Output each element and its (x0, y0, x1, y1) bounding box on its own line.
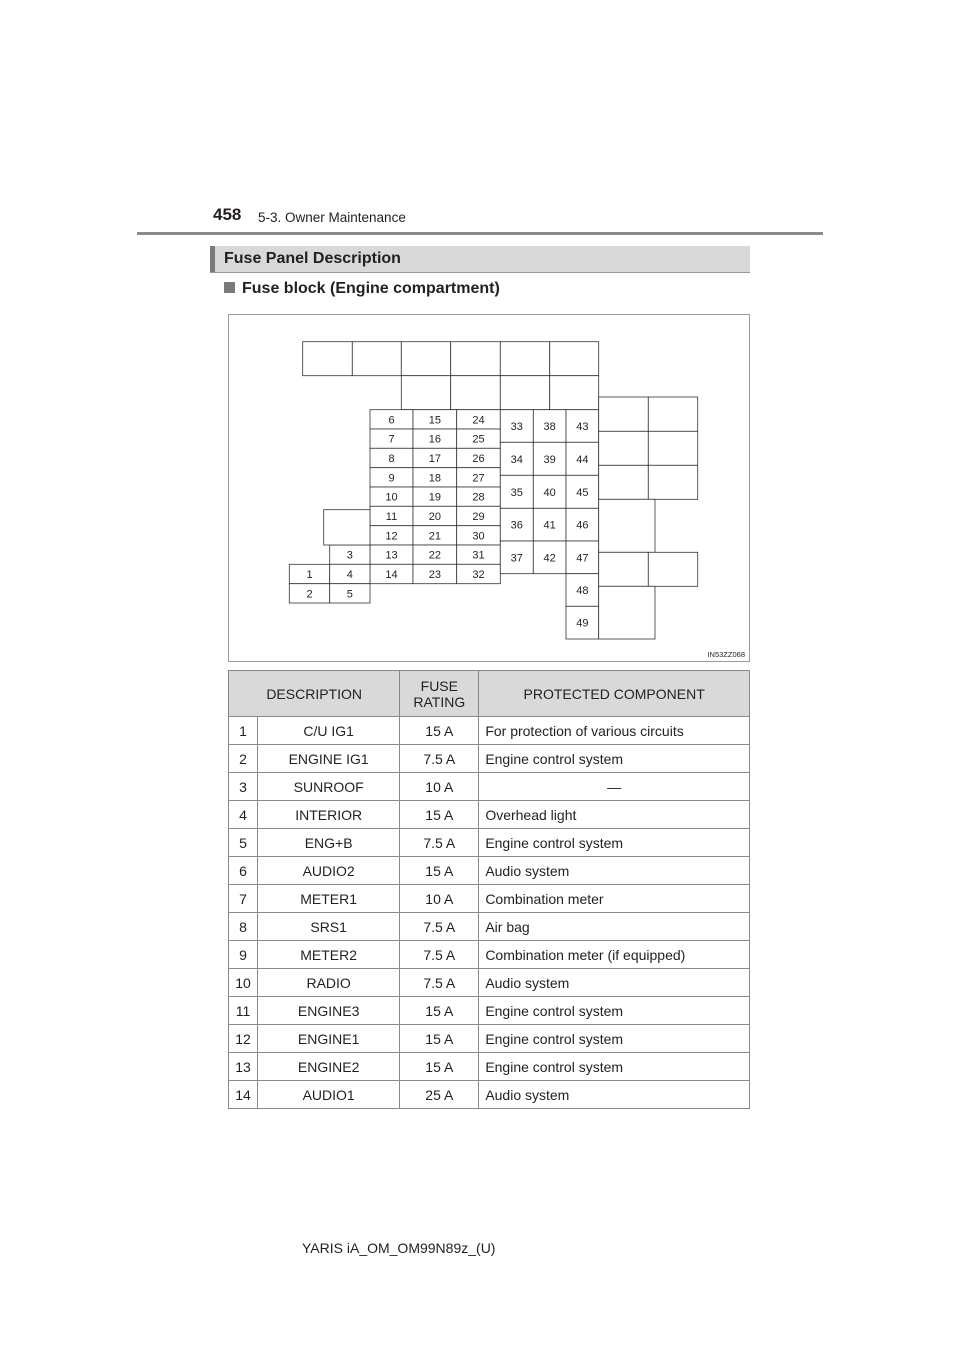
fuse-slot-number: 25 (472, 433, 485, 446)
fuse-number: 4 (229, 801, 258, 829)
fuse-slot-number: 41 (543, 519, 556, 532)
empty-slot (648, 552, 697, 586)
fuse-number: 5 (229, 829, 258, 857)
empty-slot (401, 376, 450, 410)
fuse-slot-number: 9 (388, 472, 395, 485)
fuse-slot (413, 506, 457, 525)
fuse-slot-number: 46 (576, 519, 589, 532)
table-row (229, 829, 750, 857)
section-header: 5-3. Owner Maintenance (258, 210, 406, 225)
section-title: Fuse Panel Description (224, 250, 401, 267)
fuse-slot-number: 34 (510, 453, 523, 466)
fuse-slot-number: 45 (576, 486, 589, 499)
fuse-slot (413, 564, 457, 583)
fuse-name: SRS1 (258, 913, 400, 941)
fuse-slot-number: 12 (385, 530, 398, 543)
fuse-slot-number: 5 (346, 588, 353, 601)
fuse-rating: 7.5 A (400, 913, 479, 941)
protected-component: Engine control system (479, 1025, 750, 1053)
page-number: 458 (213, 205, 242, 224)
fuse-slot (289, 584, 329, 603)
fuse-slot (533, 541, 566, 574)
fuse-slot-number: 1 (306, 569, 313, 581)
fuse-layout-svg (229, 315, 749, 661)
fuse-number: 7 (229, 885, 258, 913)
slot-outline (599, 431, 649, 465)
fuse-slot-number: 10 (385, 491, 398, 504)
fuse-slot (370, 564, 413, 583)
fuse-slot (370, 487, 413, 506)
fuse-slot (566, 410, 599, 443)
fuse-slot (330, 545, 370, 564)
fuse-slot-number: 36 (510, 519, 523, 532)
title-bar-marker (210, 246, 215, 272)
fuse-slot-number: 48 (576, 585, 589, 597)
fuse-rating: 7.5 A (400, 829, 479, 857)
fuse-slot (566, 606, 599, 639)
empty-slot (324, 510, 370, 545)
empty-slot (500, 342, 549, 376)
fuse-name: AUDIO2 (258, 857, 400, 885)
slot-outline (648, 397, 697, 431)
fuse-slot-number: 35 (510, 486, 523, 499)
fuse-slot (457, 429, 501, 448)
fuse-slot-number: 14 (385, 569, 398, 581)
square-bullet-icon (224, 282, 235, 293)
fuse-number: 6 (229, 857, 258, 885)
fuse-number: 12 (229, 1025, 258, 1053)
fuse-name: INTERIOR (258, 801, 400, 829)
slot-outline (550, 376, 599, 410)
table-row (229, 913, 750, 941)
subheading-text: Fuse block (Engine compartment) (242, 280, 500, 297)
fuse-slot-number: 39 (543, 453, 556, 466)
table-row (229, 745, 750, 773)
fuse-slot-number: 11 (385, 511, 398, 523)
fuse-rating: 10 A (400, 885, 479, 913)
fuse-slot (566, 442, 599, 475)
fuse-number: 8 (229, 913, 258, 941)
fuse-slot (370, 429, 413, 448)
fuse-slot (413, 448, 457, 467)
fuse-number: 3 (229, 773, 258, 801)
fuse-slot (370, 506, 413, 525)
slot-outline (599, 465, 649, 499)
fuse-number: 14 (229, 1081, 258, 1109)
protected-component: Engine control system (479, 997, 750, 1025)
fuse-slot-number: 26 (472, 453, 485, 465)
empty-slot (599, 465, 649, 499)
empty-slot (648, 465, 697, 499)
fuse-block-diagram (228, 314, 750, 662)
fuse-slot-number: 8 (388, 453, 395, 465)
fuse-name: ENGINE2 (258, 1053, 400, 1081)
fuse-slot-number: 3 (346, 549, 353, 562)
fuse-slot-number: 38 (543, 421, 556, 433)
fuse-slot-number: 18 (428, 472, 441, 485)
slot-outline (599, 552, 649, 586)
fuse-number: 10 (229, 969, 258, 997)
protected-component: — (479, 773, 750, 801)
fuse-number: 11 (229, 997, 258, 1025)
fuse-slot (370, 468, 413, 487)
fuse-slot-number: 19 (428, 491, 441, 504)
fuse-slot-number: 43 (576, 421, 589, 433)
fuse-rating: 15 A (400, 1025, 479, 1053)
fuse-slot (413, 545, 457, 564)
fuse-rating: 25 A (400, 1081, 479, 1109)
slot-outline (401, 376, 450, 410)
fuse-slot-number: 37 (510, 552, 523, 565)
fuse-rating: 15 A (400, 997, 479, 1025)
fuse-slot (289, 564, 329, 583)
fuse-slot (370, 410, 413, 429)
fuse-slot (457, 564, 501, 583)
fuse-slot (500, 442, 533, 475)
fuse-number: 1 (229, 717, 258, 745)
fuse-slot-number: 13 (385, 549, 398, 562)
fuse-slot-number: 29 (472, 511, 485, 523)
fuse-number: 2 (229, 745, 258, 773)
fuse-slot (330, 584, 370, 603)
table-row (229, 969, 750, 997)
table-row (229, 773, 750, 801)
table-row (229, 857, 750, 885)
table-row (229, 997, 750, 1025)
fuse-rating: 7.5 A (400, 745, 479, 773)
fuse-slot-number: 33 (510, 421, 523, 433)
protected-component: Engine control system (479, 829, 750, 857)
fuse-slot (500, 410, 533, 443)
fuse-slot-number: 49 (576, 617, 589, 630)
fuse-name: ENGINE3 (258, 997, 400, 1025)
fuse-slot-number: 2 (306, 588, 313, 601)
fuse-slot-number: 6 (388, 414, 395, 427)
fuse-slot (413, 526, 457, 545)
slot-outline (401, 342, 450, 376)
slot-outline (648, 431, 697, 465)
fuse-name: METER2 (258, 941, 400, 969)
fuse-number: 9 (229, 941, 258, 969)
fuse-name: ENG+B (258, 829, 400, 857)
slot-outline (550, 342, 599, 376)
fuse-slot (413, 487, 457, 506)
empty-slot (648, 397, 697, 431)
fuse-rating: 15 A (400, 801, 479, 829)
protected-component: Air bag (479, 913, 750, 941)
fuse-slot-number: 24 (472, 414, 485, 427)
empty-slot (599, 397, 649, 431)
table-row (229, 717, 750, 745)
fuse-slot (500, 475, 533, 508)
fuse-slot (566, 475, 599, 508)
protected-component: Audio system (479, 969, 750, 997)
fuse-slot (533, 475, 566, 508)
footer-doc-id: YARIS iA_OM_OM99N89z_(U) (302, 1240, 496, 1256)
protected-component: Engine control system (479, 745, 750, 773)
fuse-rating: 15 A (400, 1053, 479, 1081)
fuse-rating: 15 A (400, 717, 479, 745)
empty-slot (352, 342, 401, 376)
section-title-bar (210, 246, 750, 273)
fuse-slot (370, 545, 413, 564)
header-component: PROTECTED COMPONENT (479, 671, 750, 717)
empty-slot (303, 342, 353, 376)
fuse-slot-number: 42 (543, 552, 556, 565)
fuse-slot-number: 22 (428, 549, 441, 562)
slot-outline (451, 342, 501, 376)
fuse-rating: 7.5 A (400, 941, 479, 969)
fuse-rating: 7.5 A (400, 969, 479, 997)
fuse-rating: 10 A (400, 773, 479, 801)
fuse-slot (457, 448, 501, 467)
empty-slot (599, 552, 649, 586)
fuse-slot-number: 27 (472, 472, 485, 485)
fuse-name: SUNROOF (258, 773, 400, 801)
table-row (229, 801, 750, 829)
fuse-slot (533, 410, 566, 443)
fuse-slot (500, 508, 533, 541)
slot-outline (500, 342, 549, 376)
empty-slot (401, 342, 450, 376)
slot-outline (599, 586, 655, 639)
protected-component: Combination meter (479, 885, 750, 913)
fuse-slot-number: 21 (428, 530, 441, 543)
fuse-slot (566, 541, 599, 574)
protected-component: Combination meter (if equipped) (479, 941, 750, 969)
fuse-slot-number: 30 (472, 530, 485, 543)
fuse-slot (457, 526, 501, 545)
fuse-slot-number: 31 (472, 549, 485, 562)
fuse-slot (413, 468, 457, 487)
table-row (229, 885, 750, 913)
fuse-name: C/U IG1 (258, 717, 400, 745)
slot-outline (599, 499, 655, 552)
fuse-slot (457, 487, 501, 506)
fuse-name: ENGINE IG1 (258, 745, 400, 773)
slot-outline (599, 397, 649, 431)
fuse-slot (533, 508, 566, 541)
fuse-slot (457, 468, 501, 487)
fuse-slot (370, 526, 413, 545)
protected-component: Engine control system (479, 1053, 750, 1081)
fuse-slot (330, 564, 370, 583)
subheading (224, 280, 500, 298)
empty-slot (550, 342, 599, 376)
fuse-slot-number: 17 (428, 453, 441, 465)
fuse-name: AUDIO1 (258, 1081, 400, 1109)
slot-outline (324, 510, 370, 545)
empty-slot (599, 499, 655, 552)
protected-component: For protection of various circuits (479, 717, 750, 745)
fuse-slot-number: 15 (428, 414, 441, 427)
slot-outline (648, 465, 697, 499)
fuse-slot (533, 442, 566, 475)
empty-slot (451, 376, 501, 410)
fuse-name: RADIO (258, 969, 400, 997)
empty-slot (599, 431, 649, 465)
fuse-slot-number: 20 (428, 511, 441, 523)
fuse-name: ENGINE1 (258, 1025, 400, 1053)
protected-component: Overhead light (479, 801, 750, 829)
fuse-slot-number: 23 (428, 569, 441, 581)
table-row (229, 941, 750, 969)
fuse-slot (457, 506, 501, 525)
fuse-slot (457, 545, 501, 564)
empty-slot (451, 342, 501, 376)
header-rating: FUSE RATING (400, 671, 479, 717)
fuse-slot-number: 32 (472, 569, 485, 581)
empty-slot (500, 376, 549, 410)
table-row (229, 1053, 750, 1081)
fuse-slot (413, 410, 457, 429)
fuse-slot (370, 448, 413, 467)
fuse-slot-number: 28 (472, 491, 485, 504)
header-divider (137, 232, 823, 235)
empty-slot (599, 586, 655, 639)
fuse-slot-number: 16 (428, 433, 441, 446)
fuse-name: METER1 (258, 885, 400, 913)
empty-slot (550, 376, 599, 410)
fuse-number: 13 (229, 1053, 258, 1081)
fuse-slot (566, 574, 599, 607)
protected-component: Audio system (479, 1081, 750, 1109)
slot-outline (352, 342, 401, 376)
fuse-slot-number: 44 (576, 453, 589, 466)
fuse-rating: 15 A (400, 857, 479, 885)
figure-code: IN53ZZ068 (707, 650, 745, 659)
slot-outline (500, 376, 549, 410)
table-row (229, 1025, 750, 1053)
fuse-slot-number: 47 (576, 552, 589, 565)
fuse-slot-number: 40 (543, 486, 556, 499)
fuse-slot (500, 541, 533, 574)
table-row (229, 1081, 750, 1109)
slot-outline (451, 376, 501, 410)
fuse-slot-number: 4 (346, 569, 353, 581)
empty-slot (648, 431, 697, 465)
fuse-slot (413, 429, 457, 448)
slot-outline (648, 552, 697, 586)
header-description: DESCRIPTION (229, 671, 400, 717)
protected-component: Audio system (479, 857, 750, 885)
fuse-slot (566, 508, 599, 541)
fuse-slot (457, 410, 501, 429)
slot-outline (303, 342, 353, 376)
fuse-slot-number: 7 (388, 433, 395, 446)
fuse-table (228, 670, 750, 1109)
